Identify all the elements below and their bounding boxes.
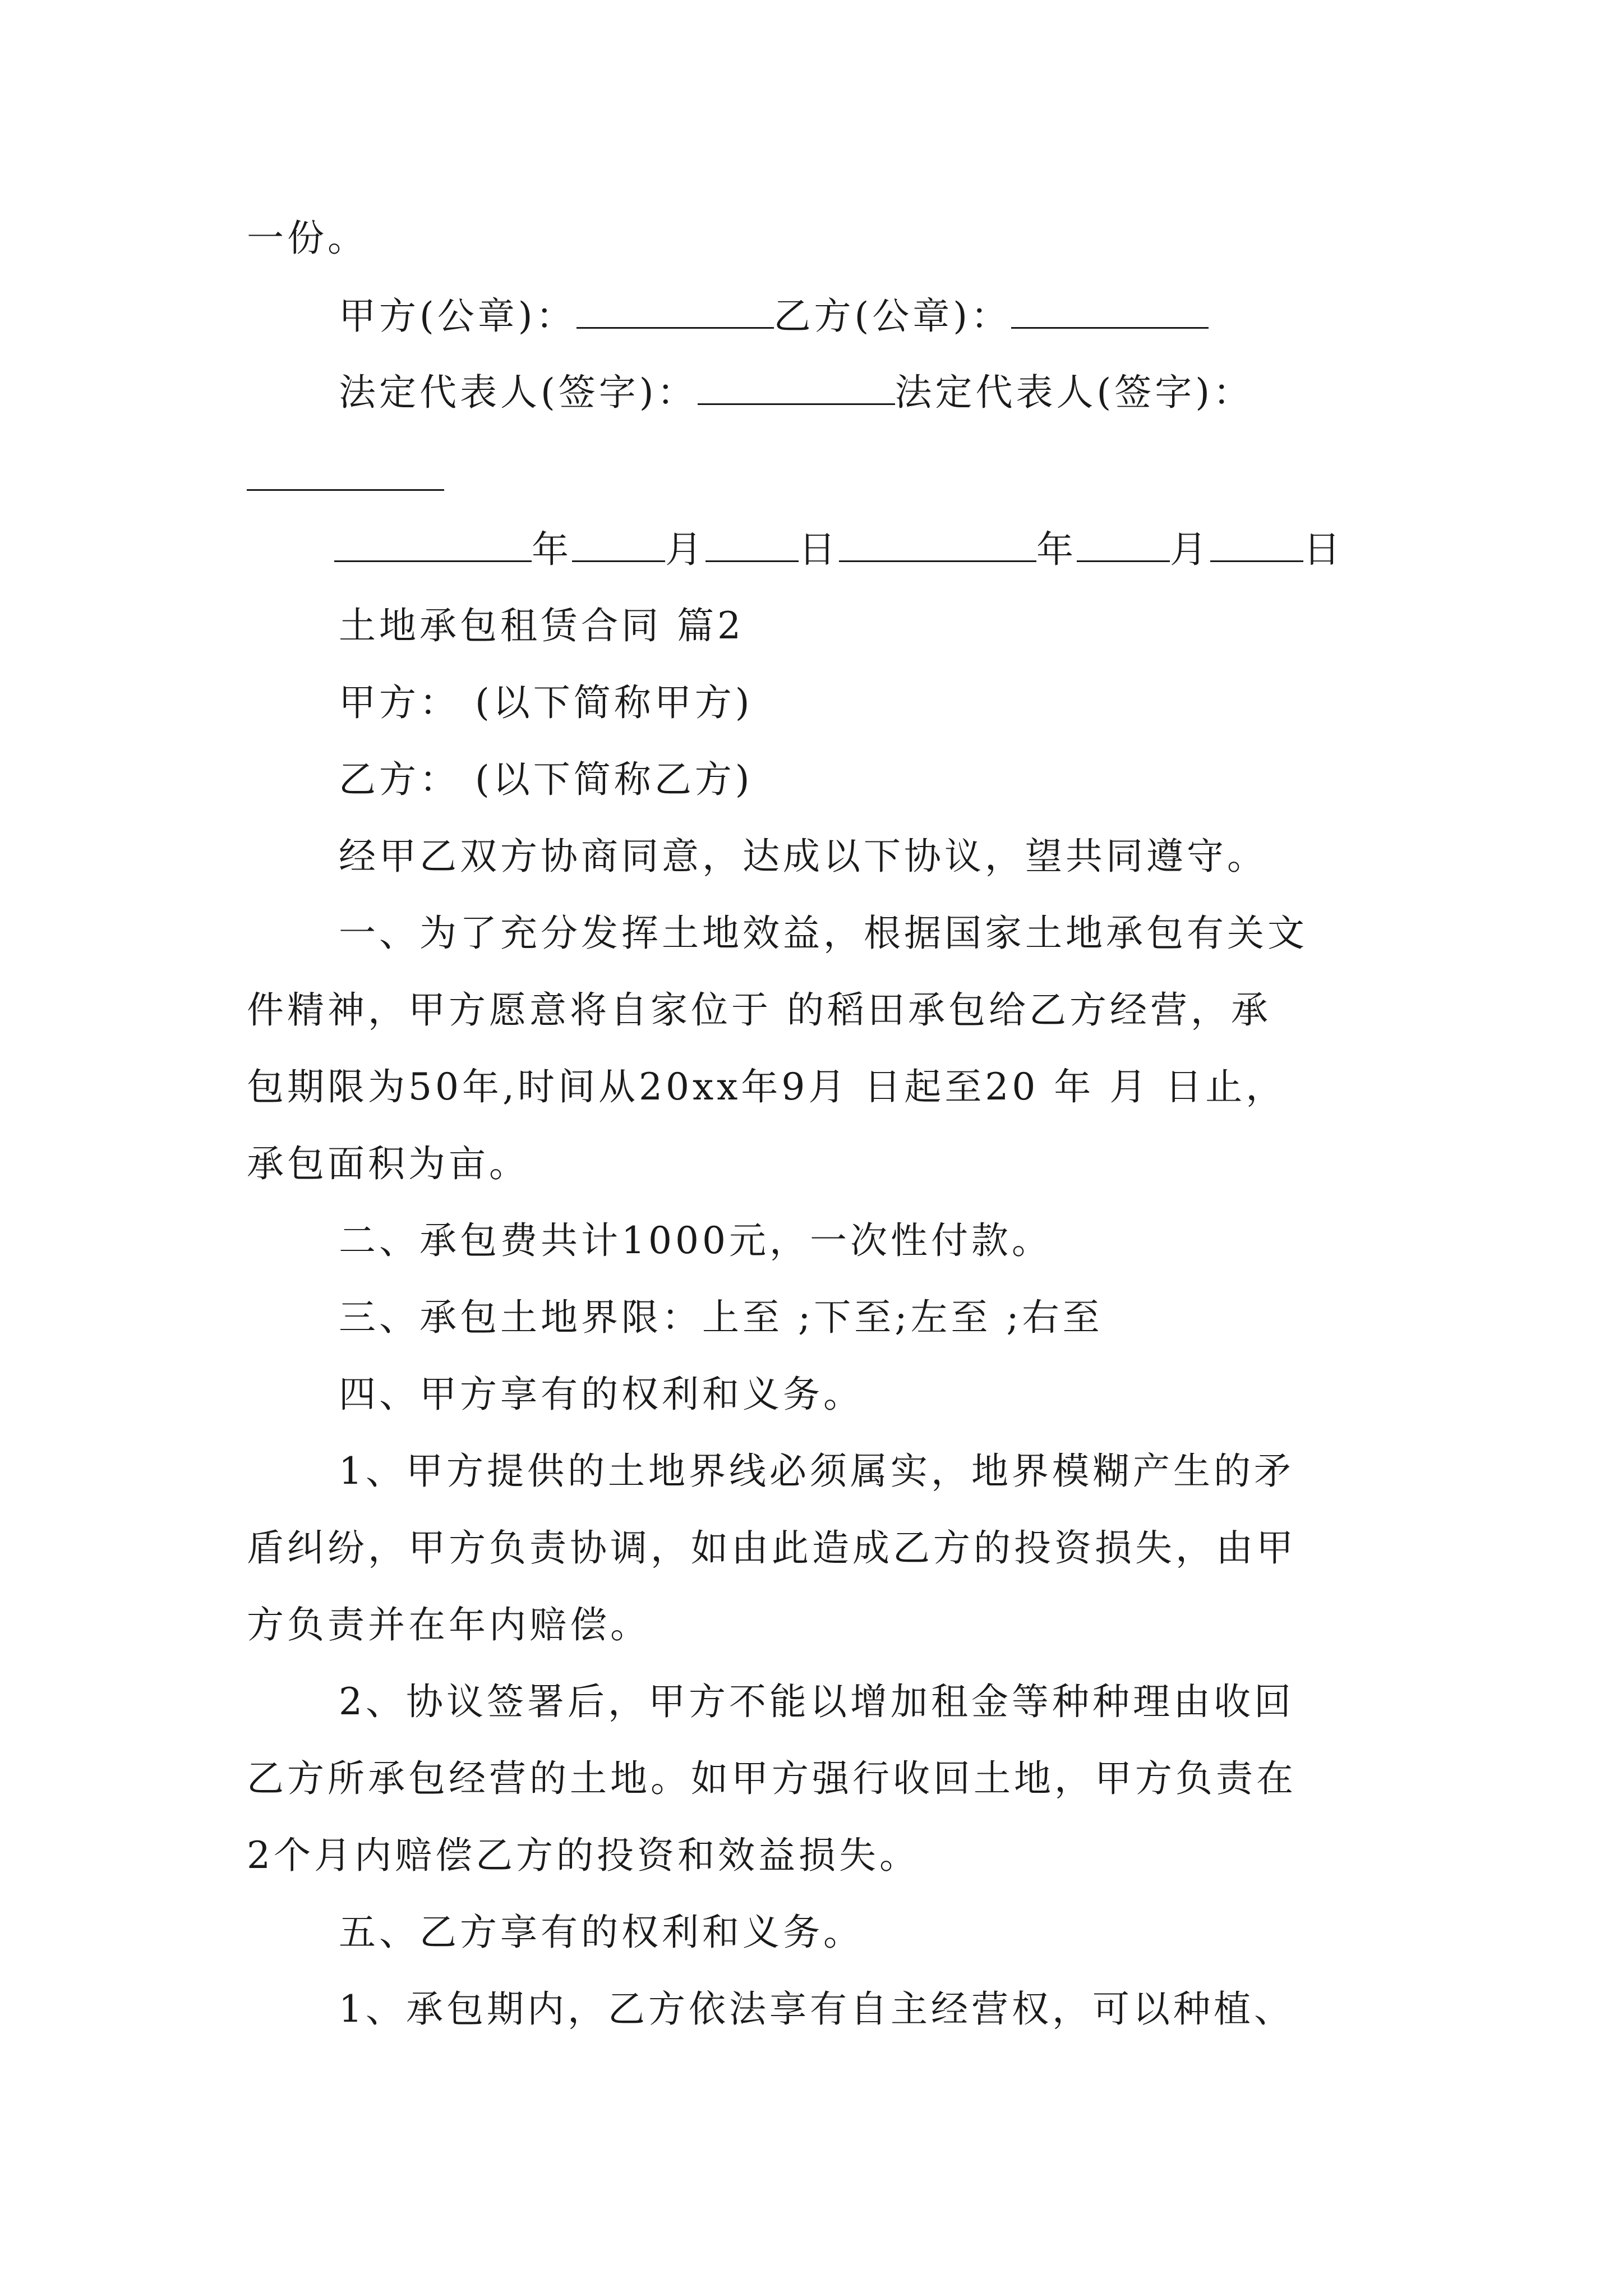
date-year-label: 年: [1036, 528, 1077, 571]
date-day-label: 日: [799, 528, 839, 571]
blank-field: [572, 528, 665, 562]
blank-field: [577, 295, 774, 329]
blank-field: [839, 528, 1036, 562]
date-year-label: 年: [532, 528, 572, 571]
text-line: 1、承包期内，乙方依法享有自主经营权，可以种植、: [339, 1987, 1294, 2031]
text-line: 五、乙方享有的权利和义务。: [339, 1911, 864, 1954]
section-title: 土地承包租赁合同 篇2: [339, 604, 744, 647]
party-a-representative-label: 法定代表人(签字)：: [339, 371, 698, 414]
text-line: 包期限为50年,时间从20xx年9月 日起至20 年 月 日止，: [247, 1065, 1287, 1108]
blank-field: [247, 488, 444, 491]
text-line: 甲方： (以下简称甲方): [339, 681, 753, 724]
blank-field: [334, 528, 532, 562]
text-line: 2个月内赔偿乙方的投资和效益损失。: [247, 1834, 920, 1877]
signature-line-seal: [339, 294, 1209, 339]
text-line: 承包面积为亩。: [247, 1142, 529, 1185]
party-b-representative-label: 法定代表人(签字)：: [895, 371, 1253, 414]
party-a-seal-label: 甲方(公章)：: [339, 295, 577, 338]
date-month-label: 月: [665, 528, 706, 571]
text-line: 2、协议签署后，甲方不能以增加租金等种种理由收回: [339, 1680, 1294, 1723]
text-line: 乙方所承包经营的土地。如甲方强行收回土地，甲方负责在: [247, 1757, 1297, 1800]
text-line: 件精神，甲方愿意将自家位于 的稻田承包给乙方经营，承: [247, 988, 1271, 1032]
text-line: 一、为了充分发挥土地效益，根据国家土地承包有关文: [339, 912, 1308, 955]
text-line: 盾纠纷，甲方负责协调，如由此造成乙方的投资损失，由甲: [247, 1526, 1297, 1570]
text-line: 三、承包土地界限：上至 ;下至;左至 ;右至: [339, 1296, 1103, 1339]
text-line: 四、甲方享有的权利和义务。: [339, 1373, 864, 1416]
date-month-label: 月: [1170, 528, 1210, 571]
party-b-seal-label: 乙方(公章)：: [773, 295, 1011, 338]
blank-field: [1077, 528, 1170, 562]
text-line: 乙方： (以下简称乙方): [339, 758, 753, 801]
text-line: 1、甲方提供的土地界线必须属实，地界模糊产生的矛: [339, 1450, 1294, 1493]
text-line: 方负责并在年内赔偿。: [247, 1603, 651, 1646]
date-line: [334, 527, 1344, 572]
blank-field: [1011, 295, 1209, 329]
blank-field: [1210, 528, 1303, 562]
blank-field: [706, 528, 799, 562]
text-line: 二、承包费共计1000元，一次性付款。: [339, 1219, 1052, 1262]
text-line: 经甲乙双方协商同意，达成以下协议，望共同遵守。: [339, 835, 1267, 878]
date-day-label: 日: [1303, 528, 1344, 571]
blank-field: [698, 371, 895, 405]
text-line: 一份。: [247, 217, 368, 260]
signature-line-representative: [339, 370, 1253, 415]
